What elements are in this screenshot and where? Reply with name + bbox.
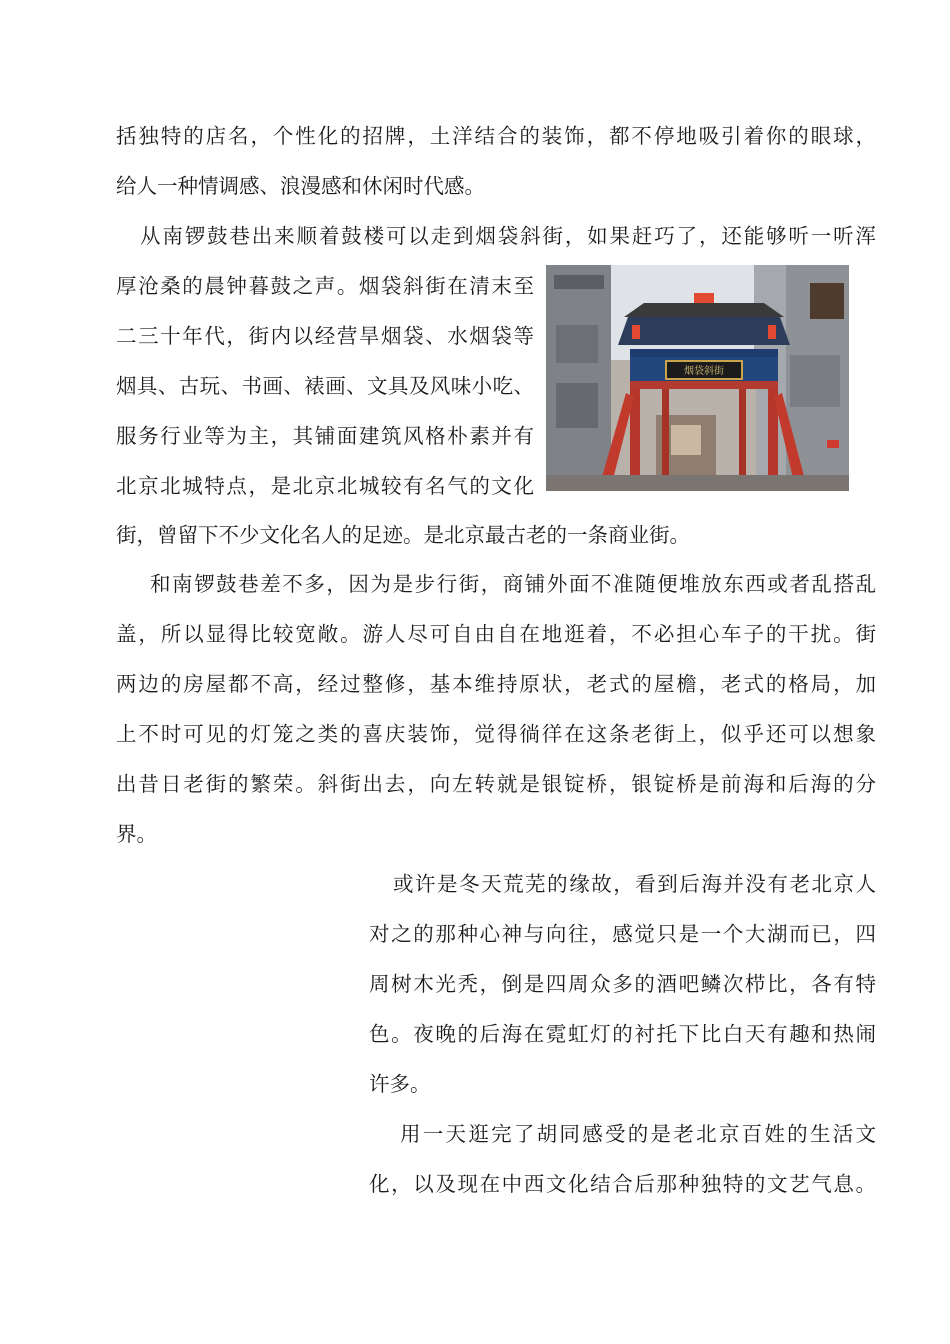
paragraph-line: 许多。: [369, 1072, 431, 1096]
paragraph-line: 二三十年代，街内以经营旱烟袋、水烟袋等: [116, 324, 534, 348]
paragraph-line: 上不时可见的灯笼之类的喜庆装饰，觉得徜徉在这条老街上，似乎还可以想象: [116, 722, 876, 746]
paragraph-line: 从南锣鼓巷出来顺着鼓楼可以走到烟袋斜街，如果赶巧了，还能够听一听浑: [140, 224, 876, 248]
paragraph-line: 对之的那种心神与向往，感觉只是一个大湖而已，四: [369, 922, 876, 946]
archway-photo-illustration: [546, 265, 849, 491]
paragraph-line: 周树木光秃，倒是四周众多的酒吧鳞次栉比，各有特: [369, 972, 876, 996]
paragraph-line: 色。夜晚的后海在霓虹灯的衬托下比白天有趣和热闹: [369, 1022, 876, 1046]
paragraph-line: 用一天逛完了胡同感受的是老北京百姓的生活文: [400, 1122, 876, 1146]
paragraph-line: 服务行业等为主，其铺面建筑风格朴素并有: [116, 424, 534, 448]
paragraph-line: 和南锣鼓巷差不多，因为是步行街，商铺外面不准随便堆放东西或者乱搭乱: [150, 572, 876, 596]
paragraph-line: 厚沧桑的晨钟暮鼓之声。烟袋斜街在清末至: [116, 274, 534, 298]
paragraph-line: 括独特的店名，个性化的招牌，土洋结合的装饰，都不停地吸引着你的眼球，: [116, 124, 876, 148]
paragraph-line: 盖，所以显得比较宽敞。游人尽可自由自在地逛着，不必担心车子的干扰。街: [116, 622, 876, 646]
paragraph-line: 出昔日老街的繁荣。斜街出去，向左转就是银锭桥，银锭桥是前海和后海的分: [116, 772, 876, 796]
paragraph-line: 给人一种情调感、浪漫感和休闲时代感。: [116, 174, 485, 198]
paragraph-line: 化，以及现在中西文化结合后那种独特的文艺气息。: [369, 1172, 876, 1196]
paragraph-line: 界。: [116, 822, 157, 846]
paragraph-line: 烟具、古玩、书画、裱画、文具及风味小吃、: [116, 374, 534, 398]
archway-photo: [546, 265, 849, 491]
paragraph-line: 街，曾留下不少文化名人的足迹。是北京最古老的一条商业街。: [116, 523, 690, 547]
paragraph-line: 北京北城特点，是北京北城较有名气的文化: [116, 474, 534, 498]
plaque-text: 烟袋斜街: [684, 366, 724, 377]
paragraph-line: 或许是冬天荒芜的缘故，看到后海并没有老北京人: [393, 872, 876, 896]
paragraph-line: 两边的房屋都不高，经过整修，基本维持原状，老式的屋檐，老式的格局，加: [116, 672, 876, 696]
